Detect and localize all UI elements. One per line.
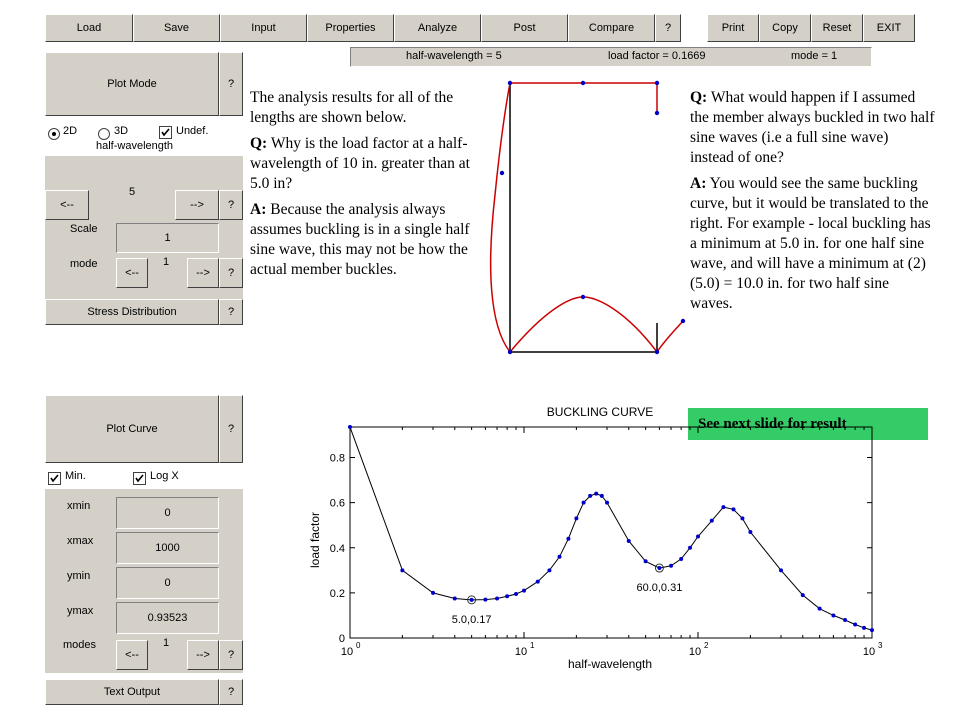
logx-checkbox[interactable] xyxy=(133,470,146,488)
data-point xyxy=(574,516,578,520)
data-point xyxy=(582,501,586,505)
x-tick-exponent: 1 xyxy=(530,641,535,650)
data-point xyxy=(566,537,570,541)
data-point xyxy=(740,516,744,520)
input-button[interactable]: Input xyxy=(220,14,307,42)
a-text: Because the analysis always assumes buckling is in a single half sine wave, this may not be how the actual member buckles. xyxy=(250,201,470,278)
a-tag: A: xyxy=(250,201,267,218)
q-tag: Q: xyxy=(690,89,708,106)
annotation-label: 60.0,0.31 xyxy=(636,582,683,595)
data-point xyxy=(400,568,404,572)
status-load-factor: load factor = 0.1669 xyxy=(608,50,706,62)
a-tag: A: xyxy=(690,175,707,192)
y-tick-label: 0.2 xyxy=(329,587,345,600)
data-point xyxy=(558,555,562,559)
ymin-label: ymin xyxy=(67,570,91,582)
mode-value: 1 xyxy=(163,256,170,268)
y-axis-label: load factor xyxy=(308,511,322,569)
y-tick-label: 0.8 xyxy=(329,452,345,465)
chart-title: BUCKLING CURVE xyxy=(546,405,654,419)
x-tick-exponent: 2 xyxy=(704,641,709,650)
data-point xyxy=(818,607,822,611)
logx-label: Log X xyxy=(150,470,179,482)
data-point xyxy=(514,592,518,596)
annotation-label: 5.0,0.17 xyxy=(451,613,492,626)
post-button[interactable]: Post xyxy=(481,14,568,42)
data-point xyxy=(470,598,474,602)
plot-curve-button[interactable]: Plot Curve xyxy=(45,395,219,463)
properties-button[interactable]: Properties xyxy=(307,14,394,42)
load-button[interactable]: Load xyxy=(45,14,133,42)
ymax-label: ymax xyxy=(67,605,94,617)
xmin-label: xmin xyxy=(67,500,91,512)
data-point xyxy=(679,557,683,561)
halfwave-label: half-wavelength xyxy=(96,140,174,152)
data-point xyxy=(505,594,509,598)
xmax-input[interactable]: 1000 xyxy=(116,532,219,564)
halfwave-prev-button[interactable]: <-- xyxy=(45,190,89,220)
text-output-help-button[interactable]: ? xyxy=(219,679,243,705)
help-button[interactable]: ? xyxy=(655,14,681,42)
ymin-input[interactable]: 0 xyxy=(116,567,219,599)
y-tick-label: 0.6 xyxy=(329,497,345,510)
modes-label: modes xyxy=(63,639,97,651)
x-tick-label: 10 xyxy=(340,646,354,658)
mode-next-button[interactable]: --> xyxy=(187,258,219,288)
scale-label: Scale xyxy=(70,223,98,235)
x-tick-label: 10 xyxy=(514,646,528,658)
modes-help-button[interactable]: ? xyxy=(219,640,243,670)
modes-value: 1 xyxy=(163,637,170,649)
radio-2d[interactable] xyxy=(48,125,60,143)
radio-3d-label: 3D xyxy=(114,125,129,137)
status-bar xyxy=(350,47,872,67)
data-point xyxy=(721,505,725,509)
curve-options xyxy=(45,463,243,489)
analyze-button[interactable]: Analyze xyxy=(394,14,481,42)
plot-curve-panel xyxy=(45,395,243,673)
data-point xyxy=(627,539,631,543)
data-point xyxy=(870,628,874,632)
print-button[interactable]: Print xyxy=(707,14,759,42)
data-point xyxy=(843,618,847,622)
undeformed-shape xyxy=(510,81,657,352)
data-point xyxy=(688,546,692,550)
plot-mode-panel xyxy=(45,52,243,299)
series-line xyxy=(350,427,872,630)
left-explanation xyxy=(250,88,485,286)
min-checkbox[interactable] xyxy=(48,470,61,488)
stress-help-button[interactable]: ? xyxy=(219,299,243,325)
xmax-label: xmax xyxy=(67,535,94,547)
save-button[interactable]: Save xyxy=(133,14,220,42)
data-point xyxy=(862,626,866,630)
halfwave-next-button[interactable]: --> xyxy=(175,190,219,220)
data-point xyxy=(748,530,752,534)
data-point xyxy=(644,559,648,563)
main-toolbar xyxy=(45,14,681,42)
data-point xyxy=(801,593,805,597)
y-tick-label: 0 xyxy=(338,633,345,645)
mode-prev-button[interactable]: <-- xyxy=(116,258,148,288)
intro-text: The analysis results for all of the lengths are shown below. xyxy=(250,89,454,126)
compare-button[interactable]: Compare xyxy=(568,14,655,42)
buckling-curve-chart xyxy=(295,400,895,675)
copy-button[interactable]: Copy xyxy=(759,14,811,42)
ymax-input[interactable]: 0.93523 xyxy=(116,602,219,634)
data-point xyxy=(522,589,526,593)
status-halfwave: half-wavelength = 5 xyxy=(406,50,502,62)
a-text: You would see the same buckling curve, but it would be translated to the right. For example - local buckling has a minimum at 5.0 in. for one half sine wave, and will have a minimum at (2)(5.0) = 10.0 in. for two half sine waves. xyxy=(690,175,931,312)
modes-prev-button[interactable]: <-- xyxy=(116,640,148,670)
data-point xyxy=(483,598,487,602)
data-point xyxy=(600,494,604,498)
reset-button[interactable]: Reset xyxy=(811,14,863,42)
right-toolbar xyxy=(707,14,915,42)
data-point xyxy=(348,425,352,429)
cross-section-plot xyxy=(485,75,690,360)
data-point xyxy=(453,597,457,601)
plot-mode-help-button[interactable]: ? xyxy=(219,52,243,116)
x-tick-label: 10 xyxy=(688,646,702,658)
left-question xyxy=(250,134,485,194)
y-tick-label: 0.4 xyxy=(329,542,345,555)
data-point xyxy=(605,501,609,505)
plot-curve-help-button[interactable]: ? xyxy=(219,395,243,463)
halfwave-help-button[interactable]: ? xyxy=(219,190,243,220)
scale-value-field[interactable]: 1 xyxy=(116,223,219,253)
right-question xyxy=(690,88,935,168)
undef-label: Undef. xyxy=(176,125,209,137)
next-slide-text: See next slide for result xyxy=(698,416,847,432)
data-point xyxy=(536,580,540,584)
data-point xyxy=(853,622,857,626)
q-text: What would happen if I assumed the member always buckled in two half sine waves (i.e a full sine wave) instead of one? xyxy=(690,89,935,166)
data-point xyxy=(495,597,499,601)
data-point xyxy=(431,591,435,595)
data-point xyxy=(657,566,661,570)
data-point xyxy=(547,568,551,572)
left-answer xyxy=(250,200,485,280)
x-axis-label: half-wavelength xyxy=(567,657,653,671)
min-label: Min. xyxy=(65,470,86,482)
view-options xyxy=(45,116,243,156)
stress-distribution-button[interactable]: Stress Distribution xyxy=(45,299,219,325)
q-tag: Q: xyxy=(250,135,268,152)
data-point xyxy=(594,492,598,496)
shape-nodes xyxy=(500,81,685,354)
exit-button[interactable]: EXIT xyxy=(863,14,915,42)
mode-help-button[interactable]: ? xyxy=(219,258,243,288)
plot-mode-button[interactable]: Plot Mode xyxy=(45,52,219,116)
right-explanation xyxy=(690,88,935,320)
radio-2d-label: 2D xyxy=(63,125,78,137)
data-point xyxy=(669,564,673,568)
mode-label: mode xyxy=(70,258,98,270)
data-point xyxy=(710,519,714,523)
right-answer xyxy=(690,174,935,314)
data-point xyxy=(696,534,700,538)
plot-frame xyxy=(350,427,872,638)
x-tick-label: 10 xyxy=(862,646,876,658)
xmin-input[interactable]: 0 xyxy=(116,497,219,529)
data-point xyxy=(588,494,592,498)
data-point xyxy=(831,613,835,617)
data-point xyxy=(779,568,783,572)
data-point xyxy=(732,507,736,511)
text-output-button[interactable]: Text Output xyxy=(45,679,219,705)
deformed-shape xyxy=(491,83,683,352)
x-tick-exponent: 0 xyxy=(356,641,361,650)
x-tick-exponent: 3 xyxy=(878,641,883,650)
q-text: Why is the load factor at a half-wavelength of 10 in. greater than at 5.0 in? xyxy=(250,135,470,192)
halfwave-value: 5 xyxy=(129,186,136,198)
status-mode: mode = 1 xyxy=(791,50,838,62)
modes-next-button[interactable]: --> xyxy=(187,640,219,670)
